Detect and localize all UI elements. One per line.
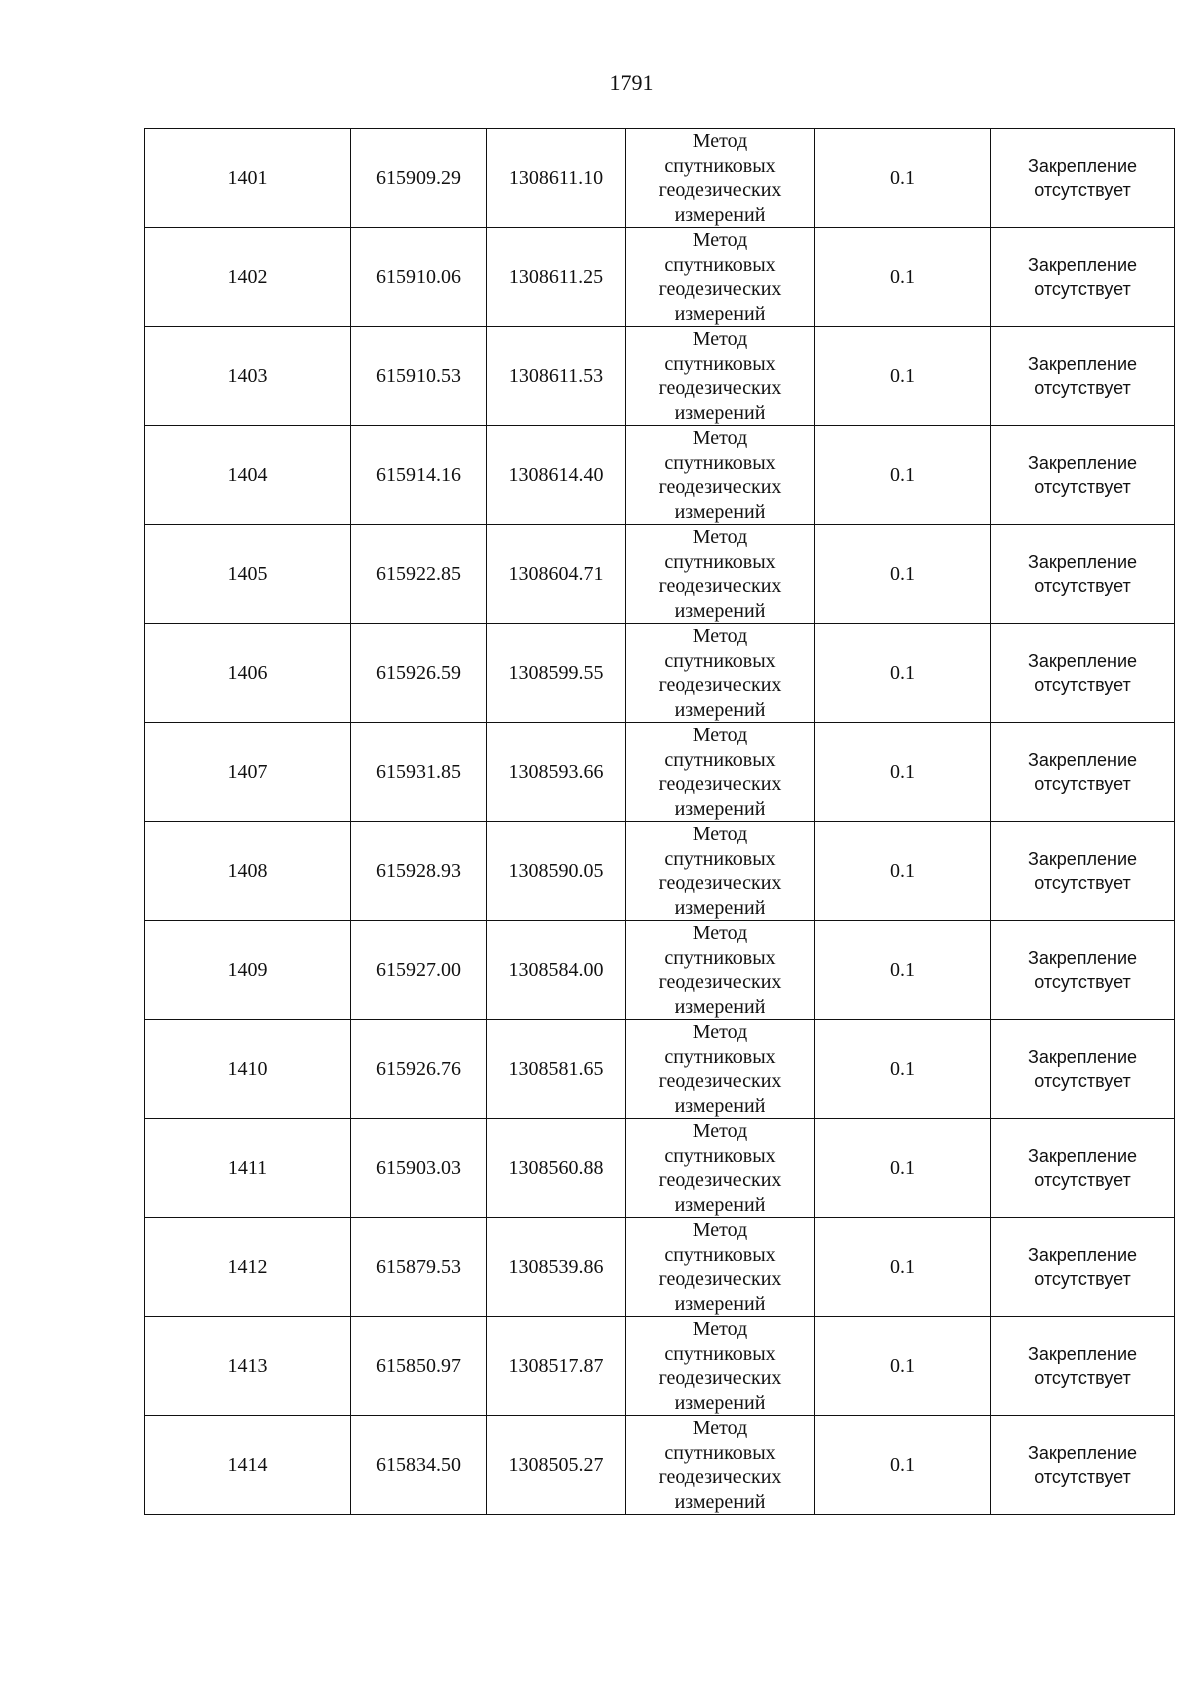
accuracy-cell: 0.1 xyxy=(815,1020,991,1119)
fixing-text-line: отсутствует xyxy=(1034,1170,1131,1190)
method-text-line: спутниковых xyxy=(664,946,776,969)
method-text-line: спутниковых xyxy=(664,451,776,474)
method-text-line: геодезических xyxy=(658,476,782,498)
point-number-cell: 1407 xyxy=(145,723,351,822)
fixing-cell xyxy=(991,822,1175,921)
method-text-line: Метод xyxy=(692,427,748,449)
y-coordinate-cell: 1308611.25 xyxy=(487,228,626,327)
method-text-line: измерений xyxy=(674,1391,766,1414)
x-coordinate-cell: 615928.93 xyxy=(351,822,487,921)
fixing-text-line: отсутствует xyxy=(1034,1269,1131,1289)
method-cell xyxy=(626,327,815,426)
method-cell xyxy=(626,525,815,624)
method-text-line: спутниковых xyxy=(664,1144,776,1167)
method-cell xyxy=(626,1416,815,1515)
method-cell xyxy=(626,228,815,327)
method-text-line: геодезических xyxy=(658,1367,782,1389)
method-text-line: измерений xyxy=(674,995,766,1018)
method-cell xyxy=(626,1317,815,1416)
method-cell xyxy=(626,1218,815,1317)
method-text-line: геодезических xyxy=(658,1070,782,1092)
method-text-line: измерений xyxy=(674,302,766,325)
method-text-line: Метод xyxy=(692,823,748,845)
x-coordinate-cell: 615926.76 xyxy=(351,1020,487,1119)
point-number-cell: 1413 xyxy=(145,1317,351,1416)
fixing-cell xyxy=(991,1416,1175,1515)
table-row xyxy=(145,327,1175,426)
x-coordinate-cell: 615903.03 xyxy=(351,1119,487,1218)
y-coordinate-cell: 1308517.87 xyxy=(487,1317,626,1416)
x-coordinate-cell: 615850.97 xyxy=(351,1317,487,1416)
fixing-text-line: Закрепление xyxy=(1027,1344,1138,1364)
method-text-line: спутниковых xyxy=(664,1045,776,1068)
fixing-cell xyxy=(991,723,1175,822)
accuracy-cell: 0.1 xyxy=(815,1317,991,1416)
method-text-line: геодезических xyxy=(658,773,782,795)
fixing-text-line: Закрепление xyxy=(1027,1146,1138,1166)
accuracy-cell: 0.1 xyxy=(815,228,991,327)
method-text-line: геодезических xyxy=(658,1169,782,1191)
y-coordinate-cell: 1308560.88 xyxy=(487,1119,626,1218)
y-coordinate-cell: 1308611.53 xyxy=(487,327,626,426)
accuracy-cell: 0.1 xyxy=(815,624,991,723)
accuracy-cell: 0.1 xyxy=(815,525,991,624)
point-number-cell: 1410 xyxy=(145,1020,351,1119)
accuracy-cell: 0.1 xyxy=(815,1416,991,1515)
method-text-line: Метод xyxy=(692,229,748,251)
y-coordinate-cell: 1308593.66 xyxy=(487,723,626,822)
method-cell xyxy=(626,1119,815,1218)
x-coordinate-cell: 615922.85 xyxy=(351,525,487,624)
fixing-text-line: Закрепление xyxy=(1027,255,1138,275)
y-coordinate-cell: 1308584.00 xyxy=(487,921,626,1020)
fixing-text-line: Закрепление xyxy=(1027,1443,1138,1463)
point-number-cell: 1403 xyxy=(145,327,351,426)
method-cell xyxy=(626,822,815,921)
point-number-cell: 1406 xyxy=(145,624,351,723)
fixing-cell xyxy=(991,228,1175,327)
method-text-line: Метод xyxy=(692,1318,748,1340)
method-text-line: спутниковых xyxy=(664,253,776,276)
method-text-line: спутниковых xyxy=(664,1243,776,1266)
method-text-line: спутниковых xyxy=(664,649,776,672)
point-number-cell: 1405 xyxy=(145,525,351,624)
x-coordinate-cell: 615879.53 xyxy=(351,1218,487,1317)
method-text-line: спутниковых xyxy=(664,550,776,573)
accuracy-cell: 0.1 xyxy=(815,1119,991,1218)
fixing-text-line: отсутствует xyxy=(1034,774,1131,794)
method-text-line: измерений xyxy=(674,1193,766,1216)
fixing-cell xyxy=(991,1218,1175,1317)
method-text-line: измерений xyxy=(674,797,766,820)
y-coordinate-cell: 1308614.40 xyxy=(487,426,626,525)
fixing-text-line: отсутствует xyxy=(1034,180,1131,200)
method-cell xyxy=(626,129,815,228)
table-row xyxy=(145,822,1175,921)
fixing-cell xyxy=(991,525,1175,624)
x-coordinate-cell: 615927.00 xyxy=(351,921,487,1020)
method-text-line: измерений xyxy=(674,698,766,721)
method-text-line: измерений xyxy=(674,1292,766,1315)
method-text-line: геодезических xyxy=(658,674,782,696)
y-coordinate-cell: 1308611.10 xyxy=(487,129,626,228)
table-row xyxy=(145,1020,1175,1119)
coordinates-table-body xyxy=(145,129,1175,1515)
table-row xyxy=(145,129,1175,228)
method-text-line: Метод xyxy=(692,1219,748,1241)
accuracy-cell: 0.1 xyxy=(815,1218,991,1317)
point-number-cell: 1412 xyxy=(145,1218,351,1317)
table-row xyxy=(145,921,1175,1020)
x-coordinate-cell: 615834.50 xyxy=(351,1416,487,1515)
method-cell xyxy=(626,1020,815,1119)
method-text-line: измерений xyxy=(674,203,766,226)
fixing-text-line: Закрепление xyxy=(1027,651,1138,671)
method-cell xyxy=(626,624,815,723)
method-text-line: геодезических xyxy=(658,971,782,993)
fixing-text-line: Закрепление xyxy=(1027,1047,1138,1067)
fixing-text-line: Закрепление xyxy=(1027,849,1138,869)
table-row xyxy=(145,1317,1175,1416)
page-number: 1791 xyxy=(609,70,654,95)
x-coordinate-cell: 615909.29 xyxy=(351,129,487,228)
x-coordinate-cell: 615914.16 xyxy=(351,426,487,525)
y-coordinate-cell: 1308590.05 xyxy=(487,822,626,921)
method-text-line: геодезических xyxy=(658,872,782,894)
coordinates-table xyxy=(144,128,1175,1515)
method-text-line: спутниковых xyxy=(664,748,776,771)
method-text-line: геодезических xyxy=(658,1268,782,1290)
fixing-text-line: отсутствует xyxy=(1034,1368,1131,1388)
fixing-text-line: отсутствует xyxy=(1034,873,1131,893)
fixing-text-line: отсутствует xyxy=(1034,279,1131,299)
point-number-cell: 1401 xyxy=(145,129,351,228)
method-text-line: измерений xyxy=(674,896,766,919)
method-text-line: геодезических xyxy=(658,1466,782,1488)
method-text-line: геодезических xyxy=(658,377,782,399)
method-text-line: Метод xyxy=(692,526,748,548)
method-text-line: измерений xyxy=(674,1094,766,1117)
y-coordinate-cell: 1308505.27 xyxy=(487,1416,626,1515)
x-coordinate-cell: 615910.53 xyxy=(351,327,487,426)
method-text-line: Метод xyxy=(692,130,748,152)
table-row xyxy=(145,426,1175,525)
accuracy-cell: 0.1 xyxy=(815,921,991,1020)
fixing-cell xyxy=(991,921,1175,1020)
fixing-text-line: Закрепление xyxy=(1027,948,1138,968)
y-coordinate-cell: 1308604.71 xyxy=(487,525,626,624)
fixing-text-line: отсутствует xyxy=(1034,477,1131,497)
point-number-cell: 1414 xyxy=(145,1416,351,1515)
accuracy-cell: 0.1 xyxy=(815,822,991,921)
fixing-text-line: Закрепление xyxy=(1027,1245,1138,1265)
method-text-line: Метод xyxy=(692,1120,748,1142)
table-row xyxy=(145,1416,1175,1515)
method-text-line: геодезических xyxy=(658,575,782,597)
x-coordinate-cell: 615926.59 xyxy=(351,624,487,723)
fixing-cell xyxy=(991,129,1175,228)
method-text-line: спутниковых xyxy=(664,1441,776,1464)
method-text-line: спутниковых xyxy=(664,847,776,870)
method-text-line: измерений xyxy=(674,500,766,523)
point-number-cell: 1404 xyxy=(145,426,351,525)
method-cell xyxy=(626,921,815,1020)
y-coordinate-cell: 1308581.65 xyxy=(487,1020,626,1119)
accuracy-cell: 0.1 xyxy=(815,327,991,426)
fixing-text-line: Закрепление xyxy=(1027,552,1138,572)
table-row xyxy=(145,1119,1175,1218)
table-row xyxy=(145,525,1175,624)
method-text-line: геодезических xyxy=(658,179,782,201)
fixing-text-line: отсутствует xyxy=(1034,972,1131,992)
fixing-text-line: отсутствует xyxy=(1034,1071,1131,1091)
fixing-cell xyxy=(991,1020,1175,1119)
fixing-text-line: Закрепление xyxy=(1027,453,1138,473)
x-coordinate-cell: 615931.85 xyxy=(351,723,487,822)
point-number-cell: 1409 xyxy=(145,921,351,1020)
method-text-line: геодезических xyxy=(658,278,782,300)
method-text-line: измерений xyxy=(674,599,766,622)
fixing-text-line: Закрепление xyxy=(1027,750,1138,770)
fixing-text-line: отсутствует xyxy=(1034,675,1131,695)
method-text-line: спутниковых xyxy=(664,352,776,375)
method-text-line: Метод xyxy=(692,328,748,350)
point-number-cell: 1408 xyxy=(145,822,351,921)
method-text-line: спутниковых xyxy=(664,154,776,177)
point-number-cell: 1402 xyxy=(145,228,351,327)
fixing-cell xyxy=(991,426,1175,525)
table-row xyxy=(145,1218,1175,1317)
accuracy-cell: 0.1 xyxy=(815,723,991,822)
fixing-cell xyxy=(991,1317,1175,1416)
method-text-line: измерений xyxy=(674,1490,766,1513)
method-text-line: спутниковых xyxy=(664,1342,776,1365)
method-text-line: измерений xyxy=(674,401,766,424)
accuracy-cell: 0.1 xyxy=(815,129,991,228)
fixing-text-line: Закрепление xyxy=(1027,156,1138,176)
fixing-text-line: отсутствует xyxy=(1034,378,1131,398)
accuracy-cell: 0.1 xyxy=(815,426,991,525)
y-coordinate-cell: 1308599.55 xyxy=(487,624,626,723)
fixing-text-line: отсутствует xyxy=(1034,576,1131,596)
method-text-line: Метод xyxy=(692,724,748,746)
method-text-line: Метод xyxy=(692,625,748,647)
y-coordinate-cell: 1308539.86 xyxy=(487,1218,626,1317)
method-text-line: Метод xyxy=(692,1021,748,1043)
method-cell xyxy=(626,426,815,525)
method-text-line: Метод xyxy=(692,1417,748,1439)
point-number-cell: 1411 xyxy=(145,1119,351,1218)
fixing-text-line: Закрепление xyxy=(1027,354,1138,374)
x-coordinate-cell: 615910.06 xyxy=(351,228,487,327)
method-cell xyxy=(626,723,815,822)
table-row xyxy=(145,624,1175,723)
method-text-line: Метод xyxy=(692,922,748,944)
fixing-cell xyxy=(991,327,1175,426)
fixing-cell xyxy=(991,1119,1175,1218)
table-row xyxy=(145,228,1175,327)
fixing-cell xyxy=(991,624,1175,723)
table-row xyxy=(145,723,1175,822)
fixing-text-line: отсутствует xyxy=(1034,1467,1131,1487)
